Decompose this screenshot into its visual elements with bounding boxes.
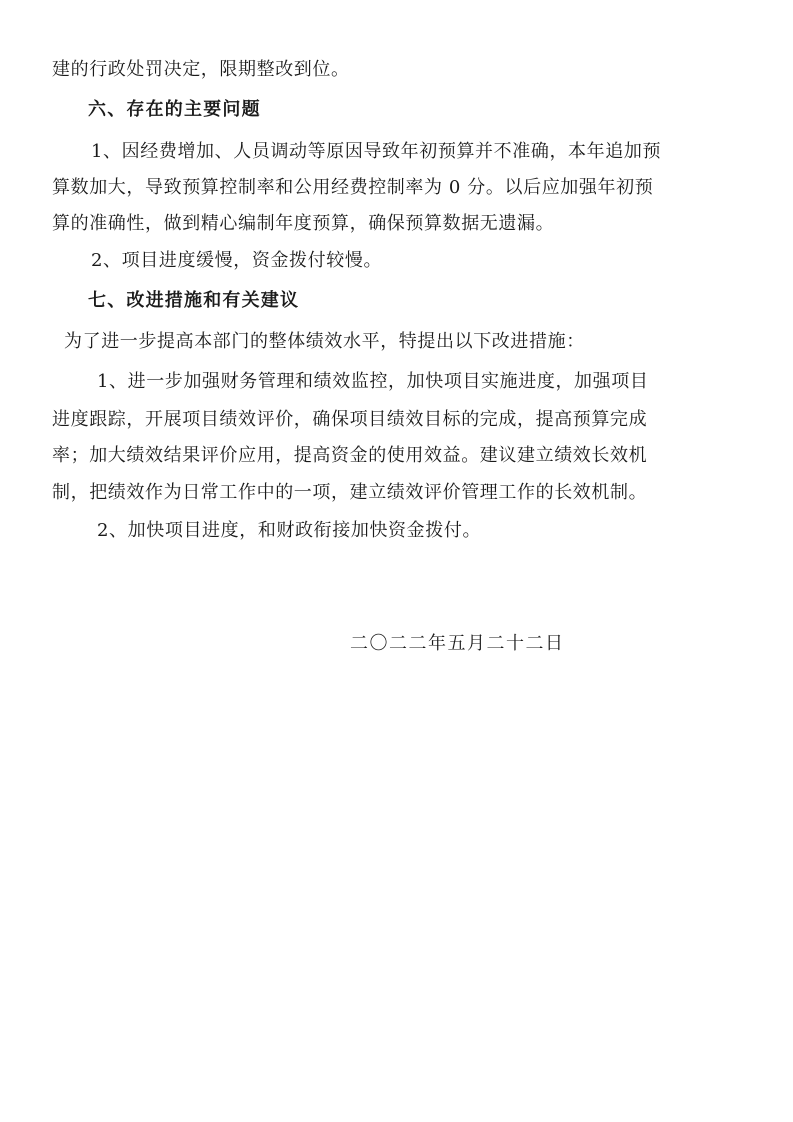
paragraph-line: 进度跟踪，开展项目绩效评价，确保项目绩效目标的完成，提高预算完成	[52, 409, 648, 430]
paragraph-line: 率；加大绩效结果评价应用，提高资金的使用效益。建议建立绩效长效机	[52, 445, 648, 466]
section-heading-problems: 六、存在的主要问题	[88, 99, 261, 120]
paragraph-line: 为了进一步提高本部门的整体绩效水平，特提出以下改进措施：	[64, 331, 585, 352]
paragraph-line: 2、加快项目进度，和财政衔接加快资金拨付。	[97, 520, 482, 541]
paragraph-line: 制，把绩效作为日常工作中的一项，建立绩效评价管理工作的长效机制。	[52, 482, 648, 503]
paragraph-line: 算数加大，导致预算控制率和公用经费控制率为 0 分。以后应加强年初预	[52, 177, 654, 198]
section-heading-measures: 七、改进措施和有关建议	[88, 290, 300, 311]
document-date: 二〇二二年五月二十二日	[350, 633, 565, 654]
paragraph-line: 算的准确性，做到精心编制年度预算，确保预算数据无遗漏。	[52, 213, 555, 234]
paragraph-line: 建的行政处罚决定，限期整改到位。	[52, 59, 350, 80]
paragraph-line: 1、因经费增加、人员调动等原因导致年初预算并不准确，本年追加预	[91, 141, 662, 162]
paragraph-line: 1、进一步加强财务管理和绩效监控，加快项目实施进度，加强项目	[97, 371, 649, 392]
paragraph-line: 2、项目进度缓慢，资金拨付较慢。	[91, 250, 383, 271]
